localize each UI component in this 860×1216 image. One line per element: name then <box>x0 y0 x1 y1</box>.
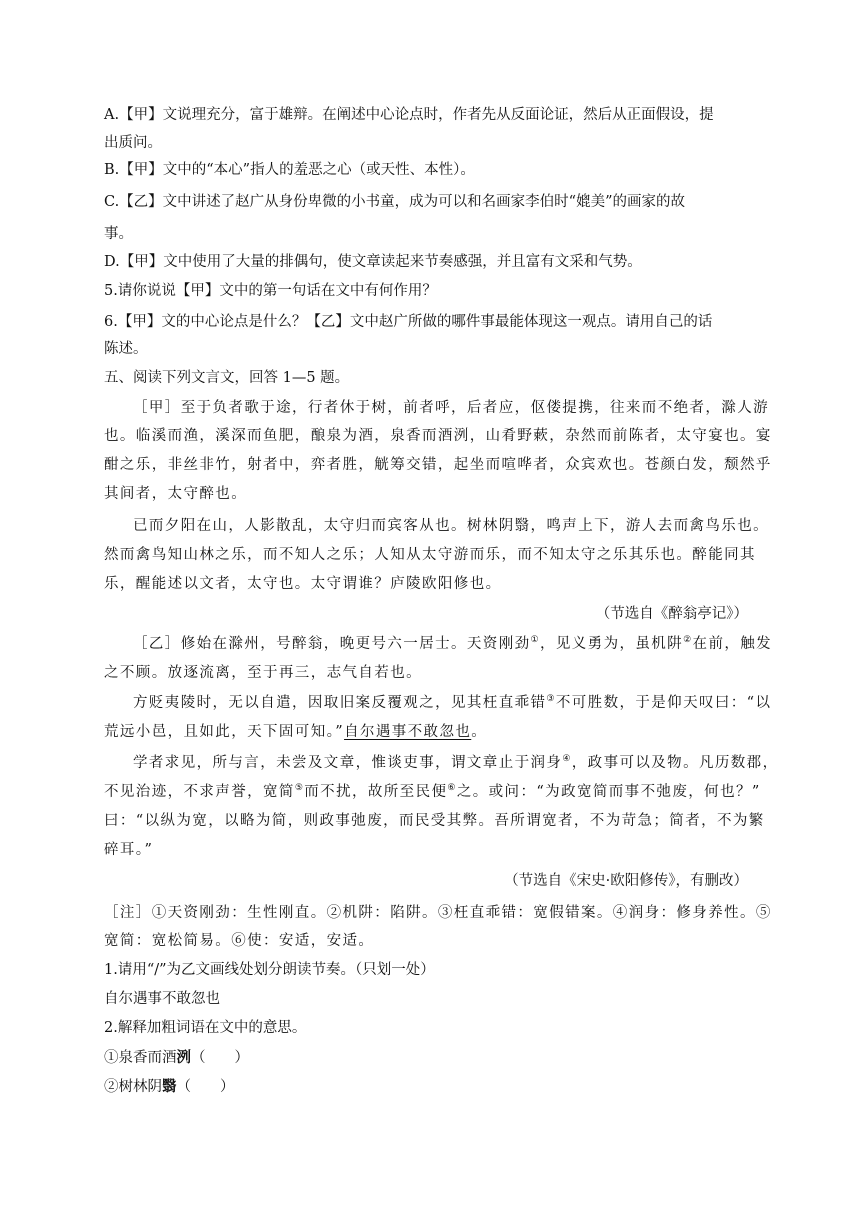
passage-yi-p1-line1: ［乙］修始在滁州，号醉翁，晚更号六一居士。天资刚劲①，见义勇为，虽机阱②在前，触发 <box>133 635 773 652</box>
passage-yi-source: （节选自《宋史·欧阳修传》，有删改） <box>504 873 748 889</box>
footnote-marker-2: ② <box>683 635 693 646</box>
q4-option-b: B.【甲】文中的“本心”指人的羞恶之心（或天性、本性）。 <box>104 162 475 178</box>
passage-jia-p1-line4: 其间者，太守醉也。 <box>104 486 248 502</box>
notes-line2: 宽简：宽松简易。⑥使：安适，安适。 <box>104 933 375 949</box>
answer-blank-2[interactable]: （ ） <box>176 1079 235 1095</box>
bold-word-2: 翳 <box>162 1078 177 1095</box>
footnote-marker-4: ④ <box>562 754 572 765</box>
passage-yi-p3-line4: 碎耳。” <box>104 842 154 858</box>
passage-jia-source: （节选自《醉翁亭记》） <box>595 606 748 622</box>
question-2-item-2: ②树林阴翳（ ） <box>104 1078 235 1095</box>
passage-yi-p1-line2: 之不顾。放逐流离，至于再三，志气自若也。 <box>104 665 422 681</box>
passage-yi-p3-line3: 曰：“以纵为宽，以略为简，则政事弛废，而民受其弊。吾所谓宽者，不为苛急；简者，不为繁 <box>104 813 765 829</box>
q4-option-a-line2: 出质问。 <box>104 135 162 151</box>
passage-jia-p1-line1: ［甲］至于负者歌于途，行者休于树，前者呼，后者应，伛偻提携，往来而不绝者，滁人游 <box>133 400 769 416</box>
passage-jia-p1-line3: 酣之乐，非丝非竹，射者中，弈者胜，觥筹交错，起坐而喧哗者，众宾欢也。苍颜白发，颓然乎 <box>104 457 772 473</box>
question-2: 2.解释加粗词语在文中的意思。 <box>104 1020 307 1036</box>
question-1-sentence: 自尔遇事不敢忽也 <box>104 991 220 1007</box>
underlined-sentence: 自尔遇事不敢忽也 <box>344 724 472 740</box>
q4-option-c-line2: 事。 <box>104 226 133 242</box>
footnote-marker-5: ⑤ <box>294 783 305 794</box>
question-6-line2: 陈述。 <box>104 341 148 357</box>
question-6-line1: 6.【甲】文的中心论点是什么？【乙】文中赵广所做的哪件事最能体现这一观点。请用自己的话 <box>104 314 713 330</box>
footnote-marker-1: ① <box>530 635 540 646</box>
bold-word-1: 洌 <box>176 1049 191 1066</box>
passage-jia-p2-line2: 然而禽鸟知山林之乐，而不知人之乐；人知从太守游而乐，而不知太守之乐其乐也。醉能同其 <box>104 547 756 563</box>
footnote-marker-6: ⑥ <box>447 783 457 794</box>
passage-jia-p2-line1: 已而夕阳在山，人影散乱，太守归而宾客从也。树林阴翳，鸣声上下，游人去而禽鸟乐也。 <box>133 518 769 534</box>
notes-line1: ［注］①天资刚劲：生性刚直。②机阱：陷阱。③枉直乖错：宽假错案。④润身：修身养性。⑤ <box>104 905 772 921</box>
passage-yi-p3-line1: 学者求见，所与言，未尝及文章，惟谈吏事，谓文章止于润身④，政事可以及物。凡历数郡， <box>133 754 779 771</box>
q4-option-c-line1: C.【乙】文中讲述了赵广从身份卑微的小书童，成为可以和名画家李伯时“媲美”的画家的故 <box>104 194 686 210</box>
question-2-item-1: ①泉香而酒洌（ ） <box>104 1049 249 1066</box>
question-5: 5.请你说说【甲】文中的第一句话在文中有何作用？ <box>104 283 437 299</box>
q4-option-a-line1: A.【甲】文说理充分，富于雄辩。在阐述中心论点时，作者先从反面论证，然后从正面假设，提 <box>104 107 714 123</box>
q4-option-d: D.【甲】文中使用了大量的排偶句，使文章读起来节奏感强，并且富有文采和气势。 <box>104 254 642 270</box>
passage-yi-p2-line2: 荒远小邑，且如此，天下固可知。”自尔遇事不敢忽也。 <box>104 724 488 740</box>
footnote-marker-3: ③ <box>546 694 556 705</box>
passage-jia-p2-line3: 乐，醒能述以文者，太守也。太守谓谁？庐陵欧阳修也。 <box>104 576 502 592</box>
answer-blank-1[interactable]: （ ） <box>191 1050 249 1066</box>
passage-yi-p3-line2: 不见治迹，不求声誉，宽简⑤而不扰，故所至民便⑥之。或问：“为政宽简而事不弛废，何也？” <box>104 783 761 800</box>
section-5-heading: 五、阅读下列文言文，回答 1—5 题。 <box>104 370 350 386</box>
question-1: 1.请用“/”为乙文画线处划分朗读节奏。（只划一处） <box>104 962 435 978</box>
passage-jia-p1-line2: 也。临溪而渔，溪深而鱼肥，酿泉为酒，泉香而酒洌，山肴野蔌，杂然而前陈者，太守宴也。宴 <box>104 428 772 444</box>
passage-yi-p2-line1: 方贬夷陵时，无以自遣，因取旧案反覆观之，见其枉直乖错③不可胜数，于是仰天叹曰：“以 <box>133 694 772 711</box>
